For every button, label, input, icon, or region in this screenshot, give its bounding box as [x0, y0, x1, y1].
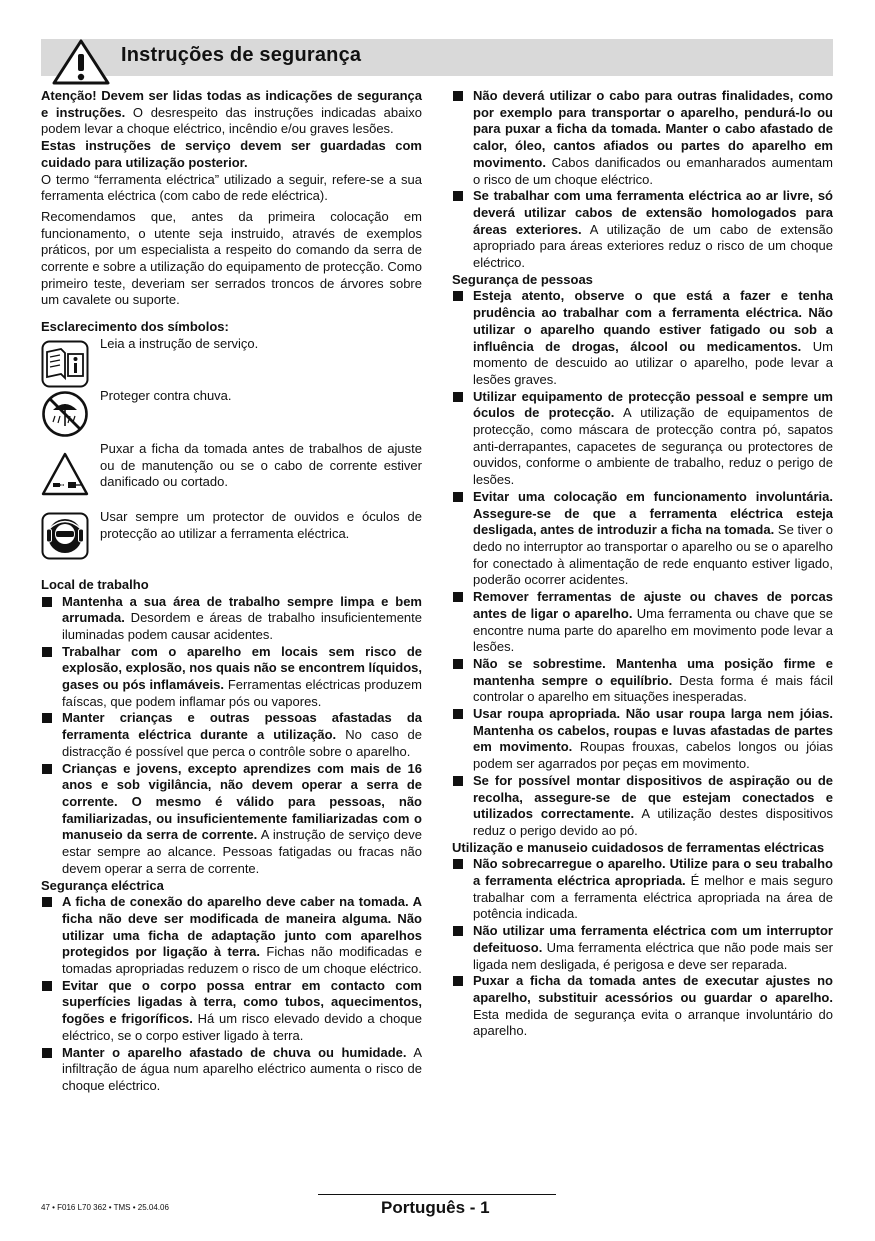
bullet-square-icon	[42, 597, 52, 607]
symbol-text: Usar sempre um protector de ouvidos e óculos de protecção ao utilizar a ferramenta eléctrica.	[100, 508, 422, 541]
body-text: Ferramentas eléctricas produzem faíscas, que podem inflamar pós ou vapores.	[62, 677, 422, 709]
bold-text: Utilizar equipamento de protecção pessoal e sempre um óculos de protecção.	[473, 388, 833, 421]
bullet-square-icon	[42, 647, 52, 657]
intro-paragraph	[41, 88, 422, 138]
bold-text: Atenção! Devem ser lidas todas as indicações de segurança e instruções.	[41, 88, 422, 120]
page-title: Instruções de segurança	[121, 44, 362, 66]
body-text: Cabos danificados ou emanharados aumentam o risco de um choque eléctrico.	[473, 154, 833, 187]
symbol-row	[41, 509, 422, 577]
unplug-warning-icon	[41, 451, 89, 499]
bullet-square-icon	[42, 713, 52, 723]
bold-text: Evitar que o corpo possa entrar em contacto com superfícies ligadas à terra, como tubos, aquecimentos, fogões e frigoríficos.	[62, 977, 422, 1027]
bold-text: Não se sobrestime. Mantenha uma posição firme e mantenha sempre o equilíbrio.	[473, 655, 833, 688]
people-title: Segurança de pessoas	[452, 271, 593, 287]
bold-text: Não deverá utilizar o cabo para outras finalidades, como por exemplo para transportar o aparelho, pendurá-lo ou para puxar a ficha da tomada. Manter o cabo afastado de calor, óleo, cantos afiados ou partes do aparelho em movimento.	[473, 88, 833, 170]
bullet-square-icon	[42, 1048, 52, 1058]
tools-title: Utilização e manuseio cuidadosos de ferramentas eléctricas	[452, 839, 825, 855]
body-text: O termo “ferramenta eléctrica” utilizado a seguir, refere-se a sua ferramenta eléctrica (com cabo de rede eléctrica).	[41, 171, 422, 204]
body-text: Um momento de descuido ao utilizar o aparelho, pode levar a lesões graves.	[473, 338, 833, 387]
bold-text: Manter o aparelho afastado de chuva ou humidade.	[62, 1044, 407, 1060]
no-rain-icon	[41, 390, 89, 438]
bullet-item	[452, 923, 833, 973]
bold-text: Esteja atento, observe o que está a fazer e tenha prudência ao trabalhar com a ferramenta eléctrica. Não utilizar o aparelho quando estiver fatigado ou sob a influência de drogas, álcool ou medicamentos.	[473, 288, 833, 354]
bold-text: A ficha de conexão do aparelho deve caber na tomada. A ficha não deve ser modificada de maneira alguma. Não utilizar uma ficha de adaptação junto com aparelhos protegidos por ligação à terra.	[62, 894, 422, 960]
warning-triangle-icon	[51, 39, 111, 85]
body-text: O desrespeito das instruções indicadas abaixo podem levar a choque eléctrico, incêndio e/ou graves lesões.	[41, 104, 422, 137]
bold-text: Remover ferramentas de ajuste ou chaves de porcas antes de ligar o aparelho.	[473, 589, 833, 621]
symbol-text: Leia a instrução de serviço.	[100, 335, 259, 351]
body-text: A utilização de um cabo de extensão apropriado para áreas exteriores reduz o risco de um choque eléctrico.	[473, 221, 833, 271]
bold-text: Trabalhar com o aparelho em locais sem risco de explosão, explosão, nos quais não se encontrem líquidos, gases ou pós inflamáveis.	[62, 643, 422, 693]
bold-text: Estas instruções de serviço devem ser guardadas com cuidado para utilização posterior.	[41, 138, 422, 170]
bullet-item	[452, 773, 833, 840]
symbol-row	[41, 441, 422, 509]
bullet-square-icon	[42, 981, 52, 991]
bullet-square-icon	[453, 709, 463, 719]
elec-list	[41, 894, 422, 1094]
body-text: Recomendamos que, antes da primeira colocação em funcionamento, o utente seja instruido, através de exemplos práticos, por um especialista a respeito do comando da serra de corrente e sobre a utilização do equipamento de protecção. Como primeiro teste, deveriam ser serrados troncos de árvores sobre um cavalete ou suporte.	[41, 208, 422, 308]
bullet-square-icon	[453, 291, 463, 301]
body-text: A utilização de equipamentos de protecção, como máscara de protecção contra pó, sapatos anti-derrapantes, capacetes de segurança ou protectores de ouvidos, conforme o ambiente de trabalho, reduz o perigo de lesões.	[473, 405, 833, 488]
body-text: A infiltração de água num aparelho eléctrico aumenta o risco de choque eléctrico.	[62, 1044, 422, 1093]
elec-title: Segurança eléctrica	[41, 877, 164, 893]
bullet-item	[41, 644, 422, 711]
body-text: Uma ferramenta ou chave que se encontre numa parte do aparelho em movimento pode levar a lesões.	[473, 605, 833, 655]
body-text: Desordem e áreas de trabalho insuficientemente iluminadas podem causar acidentes.	[62, 610, 422, 642]
bullet-item	[452, 288, 833, 388]
bullet-item	[41, 1045, 422, 1095]
body-text: Se tiver o dedo no interruptor ao transportar o aparelho ou se o aparelho for conectado à alimentação de rede enquanto estiver ligado, poderão ocorrer acidentes.	[473, 522, 833, 588]
bold-text: Manter crianças e outras pessoas afastadas da ferramenta eléctrica durante a utilização.	[62, 710, 422, 743]
bullet-square-icon	[42, 764, 52, 774]
bold-text: Crianças e jovens, excepto aprendizes com mais de 16 anos e sob vigilância, não devem operar a serra de corrente. O mesmo é válido para pessoas, não familiarizadas, ou insuficientemente familiarizadas com o manuseio da serra de corrente.	[62, 760, 422, 843]
tools-list	[452, 856, 833, 1040]
body-text: Há um risco elevado devido a choque eléctrico, se o corpo estiver ligado à terra.	[62, 1011, 422, 1043]
body-text: A instrução de serviço deve estar sempre ao alcance. Pessoas fatigadas ou fracas não devem operar a serra de corrente.	[62, 827, 422, 876]
local-list	[41, 594, 422, 878]
bullet-square-icon	[453, 926, 463, 936]
bullet-item	[41, 978, 422, 1045]
bold-text: Usar roupa apropriada. Não usar roupa larga nem jóias. Mantenha os cabelos, roupas e luvas afastadas de partes em movimento.	[473, 706, 833, 755]
left-column	[41, 88, 422, 1095]
symbol-text: Puxar a ficha da tomada antes de trabalhos de ajuste ou de manutenção ou se o cabo de corrente estiver danificado ou cortado.	[100, 440, 422, 490]
symbol-row	[41, 336, 422, 388]
page-number: Português - 1	[381, 1198, 490, 1217]
bullet-item	[452, 706, 833, 773]
bold-text: Mantenha a sua área de trabalho sempre limpa e bem arrumada.	[62, 593, 422, 626]
bullet-square-icon	[453, 859, 463, 869]
intro-paragraph	[41, 172, 422, 205]
body-text: É melhor e mais seguro trabalhar com a ferramenta eléctrica apropriada na área de potência indicada.	[473, 873, 833, 922]
bullet-item	[41, 710, 422, 760]
bullet-item	[452, 489, 833, 589]
bullet-item	[452, 856, 833, 923]
intro-paragraph	[41, 138, 422, 171]
bullet-square-icon	[453, 659, 463, 669]
body-text: Desta forma é mais fácil controlar o aparelho em situações inesperadas.	[473, 672, 834, 705]
body-text: Roupas frouxas, cabelos longos ou jóias podem ser agarrados por peças em movimento.	[473, 739, 833, 772]
section-header	[41, 39, 833, 76]
bullet-square-icon	[453, 492, 463, 502]
local-title: Local de trabalho	[41, 576, 149, 592]
bold-text: Se trabalhar com uma ferramenta eléctrica ao ar livre, só deverá utilizar cabos de extensão homologados para áreas exteriores.	[473, 188, 833, 237]
bullet-square-icon	[453, 91, 463, 101]
bullet-square-icon	[453, 592, 463, 602]
bullet-item	[41, 594, 422, 644]
body-text: Esta medida de segurança evita o arranque involuntário do aparelho.	[473, 1006, 833, 1039]
body-text: No caso de distracção é possível que perca o contrôle sobre o aparelho.	[62, 727, 423, 759]
bullet-item	[452, 589, 833, 656]
bold-text: Não sobrecarregue o aparelho. Utilize para o seu trabalho a ferramenta eléctrica apropriada.	[473, 856, 833, 889]
bullet-item	[452, 188, 833, 272]
bullet-square-icon	[453, 976, 463, 986]
bold-text: Não utilizar uma ferramenta eléctrica com um interruptor defeituoso.	[473, 923, 833, 955]
body-text: Uma ferramenta eléctrica que não pode mais ser ligada nem desligada, é perigosa e deve ser reparada.	[473, 939, 833, 972]
bullet-item	[452, 88, 833, 188]
intro-paragraph	[41, 209, 422, 309]
right-column	[452, 88, 833, 1040]
read-manual-icon	[41, 340, 89, 388]
bullet-item	[452, 389, 833, 489]
intro-block	[41, 88, 422, 309]
people-list	[452, 288, 833, 839]
bullet-item	[41, 761, 422, 878]
symbols-title: Esclarecimento dos símbolos:	[41, 319, 229, 335]
body-text: A utilização destes dispositivos reduz o perigo devido ao pó.	[473, 806, 833, 838]
bold-text: Puxar a ficha da tomada antes de executar ajustes no aparelho, substituir acessórios ou guardar o aparelho.	[473, 973, 833, 1005]
footer-divider	[318, 1194, 556, 1195]
document-code: 47 • F016 L70 362 • TMS • 25.04.06	[41, 1203, 169, 1212]
bullet-square-icon	[453, 776, 463, 786]
bullet-square-icon	[42, 897, 52, 907]
bullet-item	[452, 656, 833, 706]
bullet-item	[452, 973, 833, 1040]
bullet-square-icon	[453, 392, 463, 402]
symbol-row	[41, 388, 422, 441]
bullet-item	[41, 894, 422, 978]
elec-list-cont	[452, 88, 833, 272]
bold-text: Evitar uma colocação em funcionamento involuntária. Assegure-se de que a ferramenta eléctrica esteja desligada, antes de introduzir a ficha na tomada.	[473, 488, 833, 538]
symbol-text: Proteger contra chuva.	[100, 387, 232, 403]
bullet-square-icon	[453, 191, 463, 201]
ear-eye-protection-icon	[41, 512, 89, 560]
body-text: Fichas não modificadas e tomadas apropriadas reduzem o risco de um choque eléctrico.	[62, 944, 422, 977]
bold-text: Se for possível montar dispositivos de aspiração ou de recolha, assegure-se de que estejam conectados e utilizados correctamente.	[473, 772, 833, 822]
